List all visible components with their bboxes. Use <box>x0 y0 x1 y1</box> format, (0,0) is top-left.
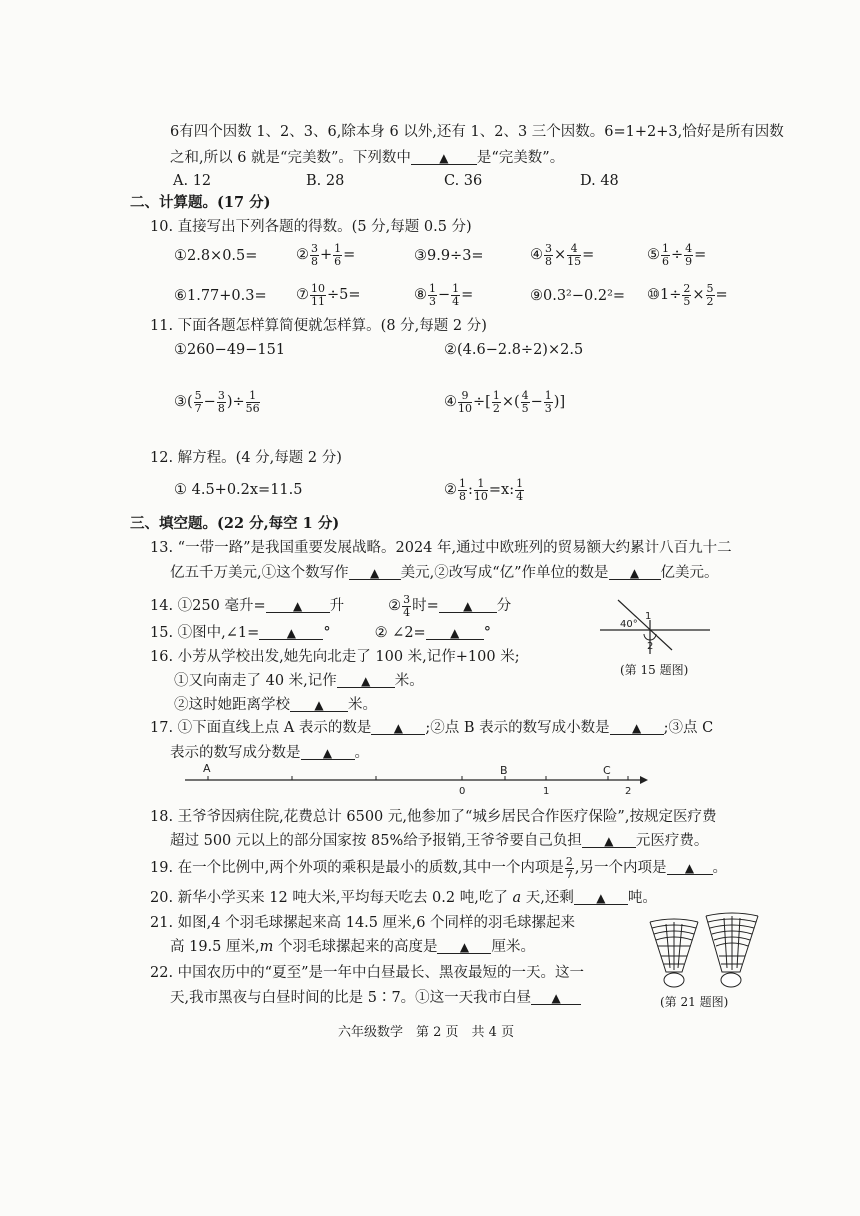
point-c-label: C <box>603 764 611 777</box>
answer-blank[interactable]: ▲ <box>301 747 355 760</box>
q9-line1: 6有四个因数 1、2、3、6,除本身 6 以外,还有 1、2、3 三个因数。6=1+2+3,恰好是所有因数 <box>170 124 784 140</box>
answer-blank[interactable]: ▲ <box>437 941 491 954</box>
answer-blank[interactable]: ▲ <box>290 699 348 712</box>
answer-blank[interactable]: ▲ <box>426 627 484 640</box>
figure-15-label-1: 1 <box>645 611 652 622</box>
q14: 14. ①250 毫升= ▲ 升 ② $\frac{3}{4}$ 时= ▲ 分 <box>150 593 512 619</box>
answer-blank[interactable]: ▲ <box>582 835 636 848</box>
q9-option-c: C. 36 <box>444 173 483 189</box>
q9-option-d: D. 48 <box>580 173 619 189</box>
q12-expr-2: ② $\frac{1}{8}$ : $\frac{1}{10}$ =x: $\frac{1}{4}$ <box>444 477 524 503</box>
q11-expr-3: ③( $\frac{5}{7}$ − $\frac{3}{8}$ )÷ $\frac{1}{56}$ <box>174 389 260 415</box>
q11-title: 11. 下面各题怎样算简便就怎样算。(8 分,每题 2 分) <box>150 318 487 334</box>
answer-blank[interactable]: ▲ <box>349 567 401 580</box>
figure-15-caption: (第 15 题图) <box>620 663 689 677</box>
answer-blank[interactable]: ▲ <box>610 722 664 735</box>
answer-blank[interactable]: ▲ <box>371 722 425 735</box>
q10-item-7: ⑦ $\frac{10}{11}$ ÷5= <box>296 282 361 308</box>
figure-21-caption: (第 21 题图) <box>660 995 729 1009</box>
answer-blank[interactable]: ▲ <box>531 992 581 1005</box>
answer-blank[interactable]: ▲ <box>411 152 477 165</box>
q10-item-4: ④ $\frac{3}{8}$ × $\frac{4}{15}$ = <box>530 242 595 268</box>
q12-title: 12. 解方程。(4 分,每题 2 分) <box>150 450 342 466</box>
q15: 15. ①图中,∠1= ▲ ° ② ∠2= ▲ ° <box>150 625 491 641</box>
point-b-label: B <box>500 764 508 777</box>
q16-line1: 16. 小芳从学校出发,她先向北走了 100 米,记作+100 米; <box>150 649 520 665</box>
answer-blank[interactable]: ▲ <box>259 627 323 640</box>
q10-item-2: ② $\frac{3}{8}$ + $\frac{1}{6}$ = <box>296 242 356 268</box>
q17-line2: 表示的数写成分数是 ▲ 。 <box>170 745 369 761</box>
tick-label-1: 1 <box>543 786 550 797</box>
point-a-label: A <box>203 762 211 775</box>
q10-item-5: ⑤ $\frac{1}{6}$ ÷ $\frac{4}{9}$ = <box>647 242 707 268</box>
q12-expr-1: ① 4.5+0.2x=11.5 <box>174 482 303 498</box>
q10-item-6: ⑥1.77+0.3= <box>174 288 267 304</box>
q19: 19. 在一个比例中,两个外项的乘积是最小的质数,其中一个内项是 $\frac{2}{7}$ ,另一个内项是 ▲ 。 <box>150 855 727 881</box>
q10-item-9: ⑨0.3²−0.2²= <box>530 288 626 304</box>
q10-item-10: ⑩1÷ $\frac{2}{5}$ × $\frac{5}{2}$ = <box>647 282 728 308</box>
answer-blank[interactable]: ▲ <box>609 567 661 580</box>
q21-line1: 21. 如图,4 个羽毛球摞起来高 14.5 厘米,6 个同样的羽毛球摞起来 <box>150 915 576 931</box>
q22-line1: 22. 中国农历中的“夏至”是一年中白昼最长、黑夜最短的一天。这一 <box>150 965 584 981</box>
q13-line1: 13. “一带一路”是我国重要发展战略。2024 年,通过中欧班列的贸易额大约累计八百九十二 <box>150 540 732 556</box>
number-line <box>180 762 650 798</box>
tick-label-0: 0 <box>459 786 466 797</box>
figure-15-angles <box>600 596 712 656</box>
q16-line3: ②这时她距离学校 ▲ 米。 <box>174 697 377 713</box>
q20: 20. 新华小学买来 12 吨大米,平均每天吃去 0.2 吨,吃了 a 天,还剩 ▲ 吨。 <box>150 890 657 906</box>
answer-blank[interactable]: ▲ <box>266 600 330 613</box>
figure-15-angle-label: 40° <box>620 619 638 630</box>
q10-title: 10. 直接写出下列各题的得数。(5 分,每题 0.5 分) <box>150 219 472 235</box>
q11-expr-2: ②(4.6−2.8÷2)×2.5 <box>444 342 584 358</box>
tick-label-2: 2 <box>625 786 632 797</box>
q22-line2: 天,我市黑夜与白昼时间的比是 5∶7。①这一天我市白昼 ▲ <box>170 991 581 1006</box>
q9-option-b: B. 28 <box>306 173 345 189</box>
answer-blank[interactable]: ▲ <box>439 600 497 613</box>
section-2-title: 二、计算题。(17 分) <box>130 194 271 211</box>
q13-line2: 亿五千万美元,①这个数写作 ▲ 美元,②改写成“亿”作单位的数是 ▲ 亿美元。 <box>170 565 719 581</box>
q18-line1: 18. 王爷爷因病住院,花费总计 6500 元,他参加了“城乡居民合作医疗保险”,按规定医疗费 <box>150 809 717 825</box>
page-footer: 六年级数学 第 2 页 共 4 页 <box>338 1025 515 1040</box>
q9-option-a: A. 12 <box>173 173 212 189</box>
q11-expr-4: ④ $\frac{9}{10}$ ÷[ $\frac{1}{2}$ ×( $\frac{4}{5}$ − $\frac{1}{3}$ )] <box>444 389 566 415</box>
q21-line2: 高 19.5 厘米,m 个羽毛球摞起来的高度是 ▲ 厘米。 <box>170 939 535 955</box>
q10-item-1: ①2.8×0.5= <box>174 248 258 264</box>
answer-blank[interactable]: ▲ <box>667 862 713 875</box>
section-3-title: 三、填空题。(22 分,每空 1 分) <box>130 515 340 532</box>
q10-item-8: ⑧ $\frac{1}{3}$ − $\frac{1}{4}$ = <box>414 282 474 308</box>
q18-line2: 超过 500 元以上的部分国家按 85%给予报销,王爷爷要自己负担 ▲ 元医疗费。 <box>170 833 709 849</box>
q17-line1: 17. ①下面直线上点 A 表示的数是 ▲ ;②点 B 表示的数写成小数是 ▲ ;③点 C <box>150 720 714 736</box>
q11-expr-1: ①260−49−151 <box>174 342 286 358</box>
figure-15-label-2: 2 <box>647 641 654 652</box>
answer-blank[interactable]: ▲ <box>574 892 628 905</box>
figure-21-shuttlecocks <box>644 912 762 990</box>
q16-line2: ①又向南走了 40 米,记作 ▲ 米。 <box>174 673 424 689</box>
q10-item-3: ③9.9÷3= <box>414 248 484 264</box>
q9-line2: 之和,所以 6 就是“完美数”。下列数中 ▲ 是“完美数”。 <box>170 150 565 166</box>
answer-blank[interactable]: ▲ <box>337 675 395 688</box>
